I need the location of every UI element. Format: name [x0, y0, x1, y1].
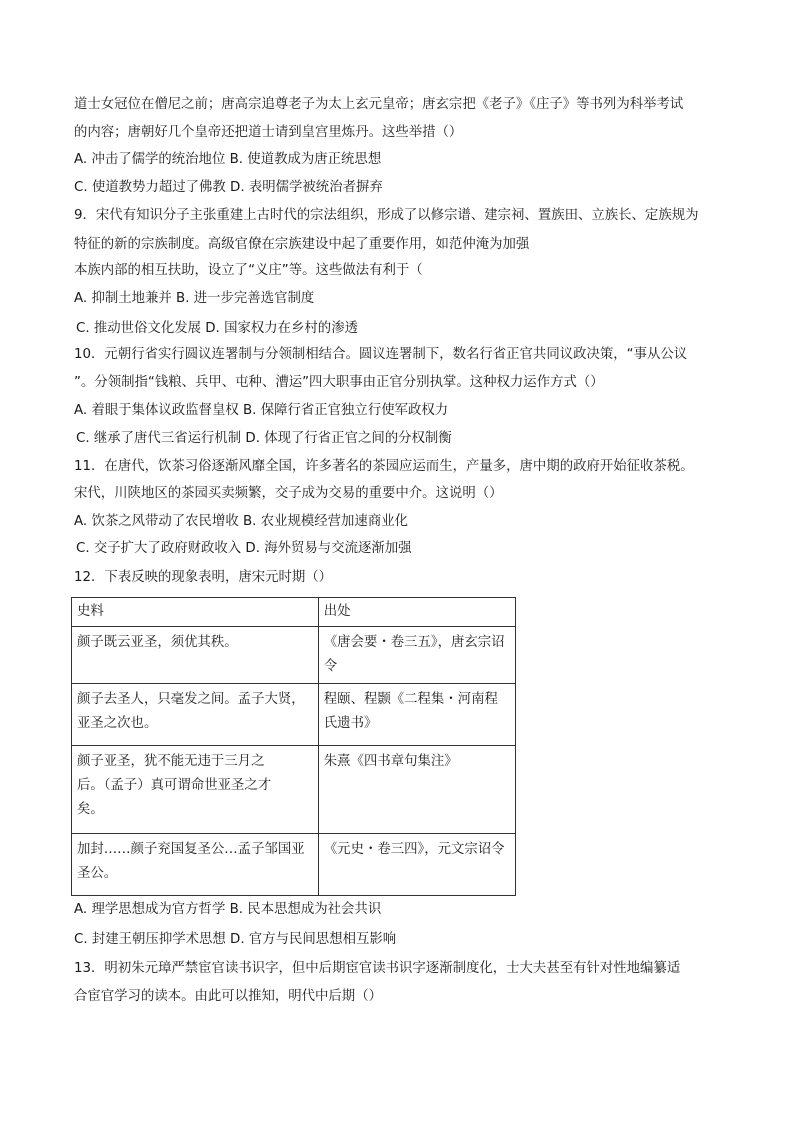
q13-stem-line-2: 合宦官学习的读本。由此可以推知，明代中后期（）	[74, 989, 382, 1004]
q11-options-cd: C. 交子扩大了政府财政收入 D. 海外贸易与交流逐渐加强	[76, 541, 412, 556]
q9-stem-line-2: 特征的新的宗族制度。高级官僚在宗族建设中起了重要作用，如范仲淹为加强	[74, 237, 530, 252]
table-cell-text: 加封……颜子兖国复圣公…孟子邹国亚圣公。	[77, 842, 305, 881]
table-cell-text: 颜子亚圣，犹不能无违于三月之后。（孟子）真可谓命世亚圣之才矣。	[77, 754, 272, 817]
q9-stem-line-3: 本族内部的相互扶助，设立了“义庄”等。这些做法有利于（	[74, 263, 423, 278]
q10-options-cd: C. 继承了唐代三省运行机制 D. 体现了行省正官之间的分权制衡	[76, 431, 452, 446]
table-cell	[318, 684, 515, 746]
table-cell-text: 《元史・卷三四》，元文宗诏令	[323, 842, 505, 857]
table-header-row	[72, 598, 516, 627]
q8-options-ab: A. 冲击了儒学的统治地位 B. 使道教成为唐正统思想	[74, 152, 382, 167]
table-cell	[72, 746, 319, 834]
table-cell	[318, 627, 515, 684]
q12-source-table	[71, 597, 516, 896]
table-cell-text: 朱熹《四书章句集注》	[323, 754, 458, 769]
table-row	[72, 684, 516, 746]
q9-options-cd: C. 推动世俗文化发展 D. 国家权力在乡村的渗透	[76, 321, 358, 336]
q8-stem-line-1: 道士女冠位在僧尼之前；唐高宗追尊老子为太上玄元皇帝；唐玄宗把《老子》《庄子》等书列为科举考试	[74, 97, 684, 112]
q8-options-cd: C. 使道教势力超过了佛教 D. 表明儒学被统治者摒弃	[74, 180, 383, 195]
q12-options-cd: C. 封建王朝压抑学术思想 D. 官方与民间思想相互影响	[74, 932, 397, 947]
table-cell	[318, 746, 515, 834]
q8-stem-line-2: 的内容；唐朝好几个皇帝还把道士请到皇宫里炼丹。这些举措（）	[74, 125, 463, 140]
q10-options-ab: A. 着眼于集体议政监督皇权 B. 保障行省正官独立行使军政权力	[74, 403, 449, 418]
q11-options-ab: A. 饮茶之风带动了农民增收 B. 农业规模经营加速商业化	[74, 514, 408, 529]
table-cell-text: 程颐、程颢《二程集・河南程氏遗书》	[323, 692, 498, 731]
table-row	[72, 746, 516, 834]
table-row	[72, 627, 516, 684]
q10-stem-line-2: ”。分领制指“钱粮、兵甲、屯种、漕运”四大职事由正官分别执掌。这种权力运作方式（）	[74, 375, 604, 390]
q13-stem-line-1: 13．明初朱元璋严禁宦官读书识字，但中后期宦官读书识字逐渐制度化，士大夫甚至有针对性地编纂适	[74, 961, 681, 976]
table-header-cell: 史料	[72, 598, 319, 627]
table-row	[72, 834, 516, 896]
q12-stem: 12．下表反映的现象表明，唐宋元时期（）	[74, 570, 333, 585]
table-cell-text: 颜子去圣人，只毫发之间。孟子大贤，亚圣之次也。	[77, 692, 305, 731]
q10-stem-line-1: 10．元朝行省实行圆议连署制与分领制相结合。圆议连署制下，数名行省正官共同议政决策，“事从公议	[74, 347, 688, 362]
table-cell	[72, 627, 319, 684]
table-cell	[318, 834, 515, 896]
q9-options-ab: A. 抑制土地兼并 B. 进一步完善选官制度	[74, 291, 315, 306]
table-cell-text: 颜子既云亚圣，须优其秩。	[77, 635, 238, 650]
q11-stem-line-2: 宋代，川陕地区的茶园买卖频繁，交子成为交易的重要中介。这说明（）	[74, 486, 503, 501]
q12-options-ab: A. 理学思想成为官方哲学 B. 民本思想成为社会共识	[74, 902, 382, 917]
table-cell	[72, 834, 319, 896]
table-cell	[72, 684, 319, 746]
table-header-cell: 出处	[318, 598, 515, 627]
table-cell-text: 《唐会要・卷三五》，唐玄宗诏令	[323, 635, 505, 674]
q9-stem-line-1: 9．宋代有知识分子主张重建上古时代的宗法组织，形成了以修宗谱、建宗祠、置族田、立族长、定族规为	[74, 208, 699, 223]
q11-stem-line-1: 11．在唐代，饮茶习俗逐渐风靡全国，许多著名的茶园应运而生，产量多，唐中期的政府开始征收茶税。	[74, 459, 694, 474]
